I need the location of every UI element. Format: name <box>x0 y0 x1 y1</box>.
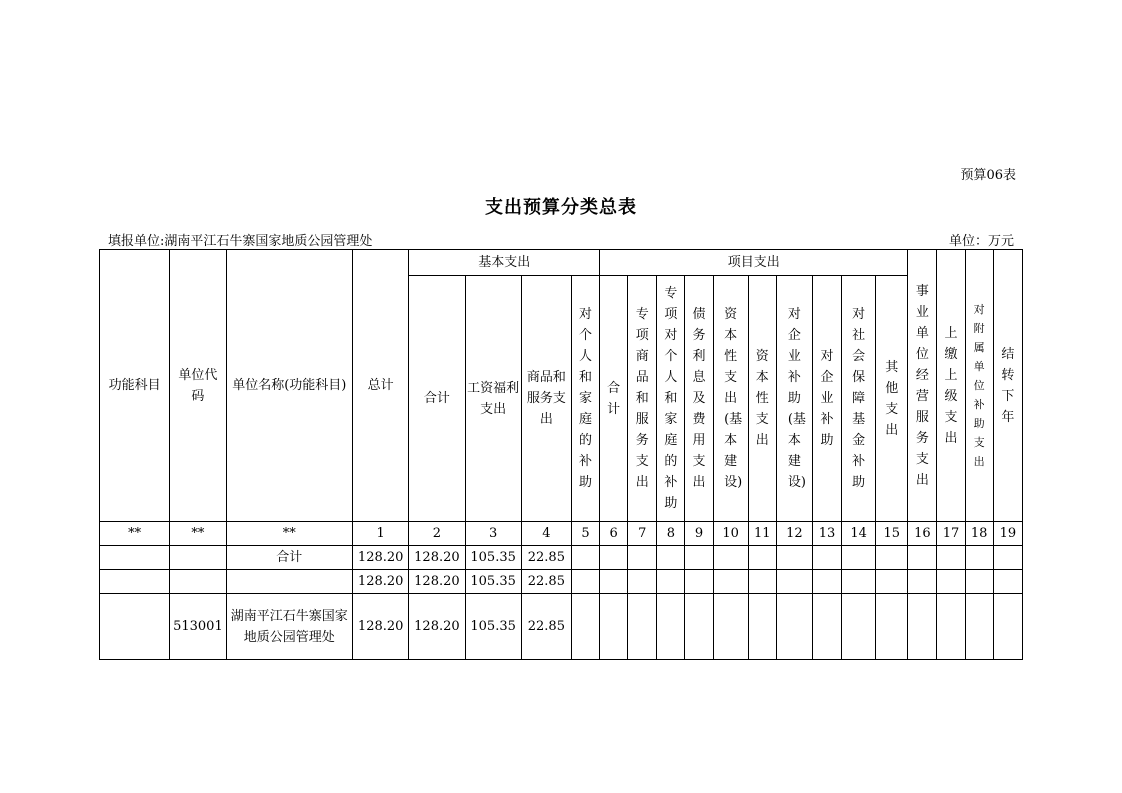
header-project-sum: 合计 <box>600 276 628 522</box>
header-func-subject: 功能科目 <box>100 250 170 522</box>
total-row <box>100 546 1023 570</box>
header-goods-services: 商品和服务支出 <box>521 276 571 522</box>
index-cell: ** <box>170 522 226 546</box>
total-label: 合计 <box>226 546 353 570</box>
money-unit: 单位：万元 <box>948 234 1014 249</box>
index-cell: 12 <box>776 522 812 546</box>
header-social-security: 对社会保障基金补助 <box>842 276 876 522</box>
page-title: 支出预算分类总表 <box>485 197 637 218</box>
header-basic-sum: 合计 <box>409 276 465 522</box>
header-other: 其他支出 <box>876 276 908 522</box>
index-cell: 14 <box>842 522 876 546</box>
index-cell: 17 <box>937 522 965 546</box>
index-cell: ** <box>100 522 170 546</box>
header-capital: 资本性支出 <box>748 276 776 522</box>
header-wages: 工资福利支出 <box>465 276 521 522</box>
sub-wages: 105.35 <box>465 570 521 594</box>
unit-basic-sum: 128.20 <box>409 594 465 660</box>
total-goods: 22.85 <box>521 546 571 570</box>
header-special-personal: 专项对个人和家庭的补助 <box>657 276 685 522</box>
header-personal-subsidy: 对个人和家庭的补助 <box>571 276 599 522</box>
total-total: 128.20 <box>353 546 409 570</box>
header-debt-interest: 债务利息及费用支出 <box>685 276 713 522</box>
index-cell: 1 <box>353 522 409 546</box>
header-carry-forward: 结转下年 <box>993 250 1022 522</box>
index-cell: 10 <box>713 522 748 546</box>
unit-code: 513001 <box>170 594 226 660</box>
index-cell: 6 <box>600 522 628 546</box>
index-cell: 2 <box>409 522 465 546</box>
index-cell: 3 <box>465 522 521 546</box>
filler-unit: 填报单位:湖南平江石牛寨国家地质公园管理处 <box>108 234 373 249</box>
header-unit-name: 单位名称(功能科目) <box>226 250 353 522</box>
sub-goods: 22.85 <box>521 570 571 594</box>
header-capital-basic: 资本性支出(基本建设) <box>713 276 748 522</box>
sub-total: 128.20 <box>353 570 409 594</box>
index-cell: ** <box>226 522 353 546</box>
index-cell: 4 <box>521 522 571 546</box>
header-enterprise-basic: 对企业补助(基本建设) <box>776 276 812 522</box>
form-number: 预算06表 <box>960 168 1016 183</box>
unit-row <box>100 594 1023 660</box>
total-basic-sum: 128.20 <box>409 546 465 570</box>
header-total: 总计 <box>353 250 409 522</box>
header-enterprise: 对企业补助 <box>812 276 841 522</box>
index-cell: 15 <box>876 522 908 546</box>
sub-row <box>100 570 1023 594</box>
index-cell: 11 <box>748 522 776 546</box>
index-cell: 13 <box>812 522 841 546</box>
index-cell: 19 <box>993 522 1022 546</box>
index-cell: 8 <box>657 522 685 546</box>
unit-wages: 105.35 <box>465 594 521 660</box>
header-basic-group: 基本支出 <box>409 250 600 276</box>
header-special-goods: 专项商品和服务支出 <box>628 276 657 522</box>
header-project-group: 项目支出 <box>600 250 908 276</box>
budget-table <box>99 249 1023 660</box>
header-turn-over: 上缴上级支出 <box>937 250 965 522</box>
unit-name: 湖南平江石牛寨国家地质公园管理处 <box>226 594 353 660</box>
unit-total: 128.20 <box>353 594 409 660</box>
index-row <box>100 522 1023 546</box>
header-unit-code: 单位代码 <box>170 250 226 522</box>
header-operating: 事业单位经营服务支出 <box>908 250 937 522</box>
index-cell: 18 <box>965 522 993 546</box>
index-cell: 7 <box>628 522 657 546</box>
header-subordinate: 对附属单位补助支出 <box>965 250 993 522</box>
unit-goods: 22.85 <box>521 594 571 660</box>
index-cell: 16 <box>908 522 937 546</box>
index-cell: 9 <box>685 522 713 546</box>
total-wages: 105.35 <box>465 546 521 570</box>
index-cell: 5 <box>571 522 599 546</box>
sub-basic-sum: 128.20 <box>409 570 465 594</box>
